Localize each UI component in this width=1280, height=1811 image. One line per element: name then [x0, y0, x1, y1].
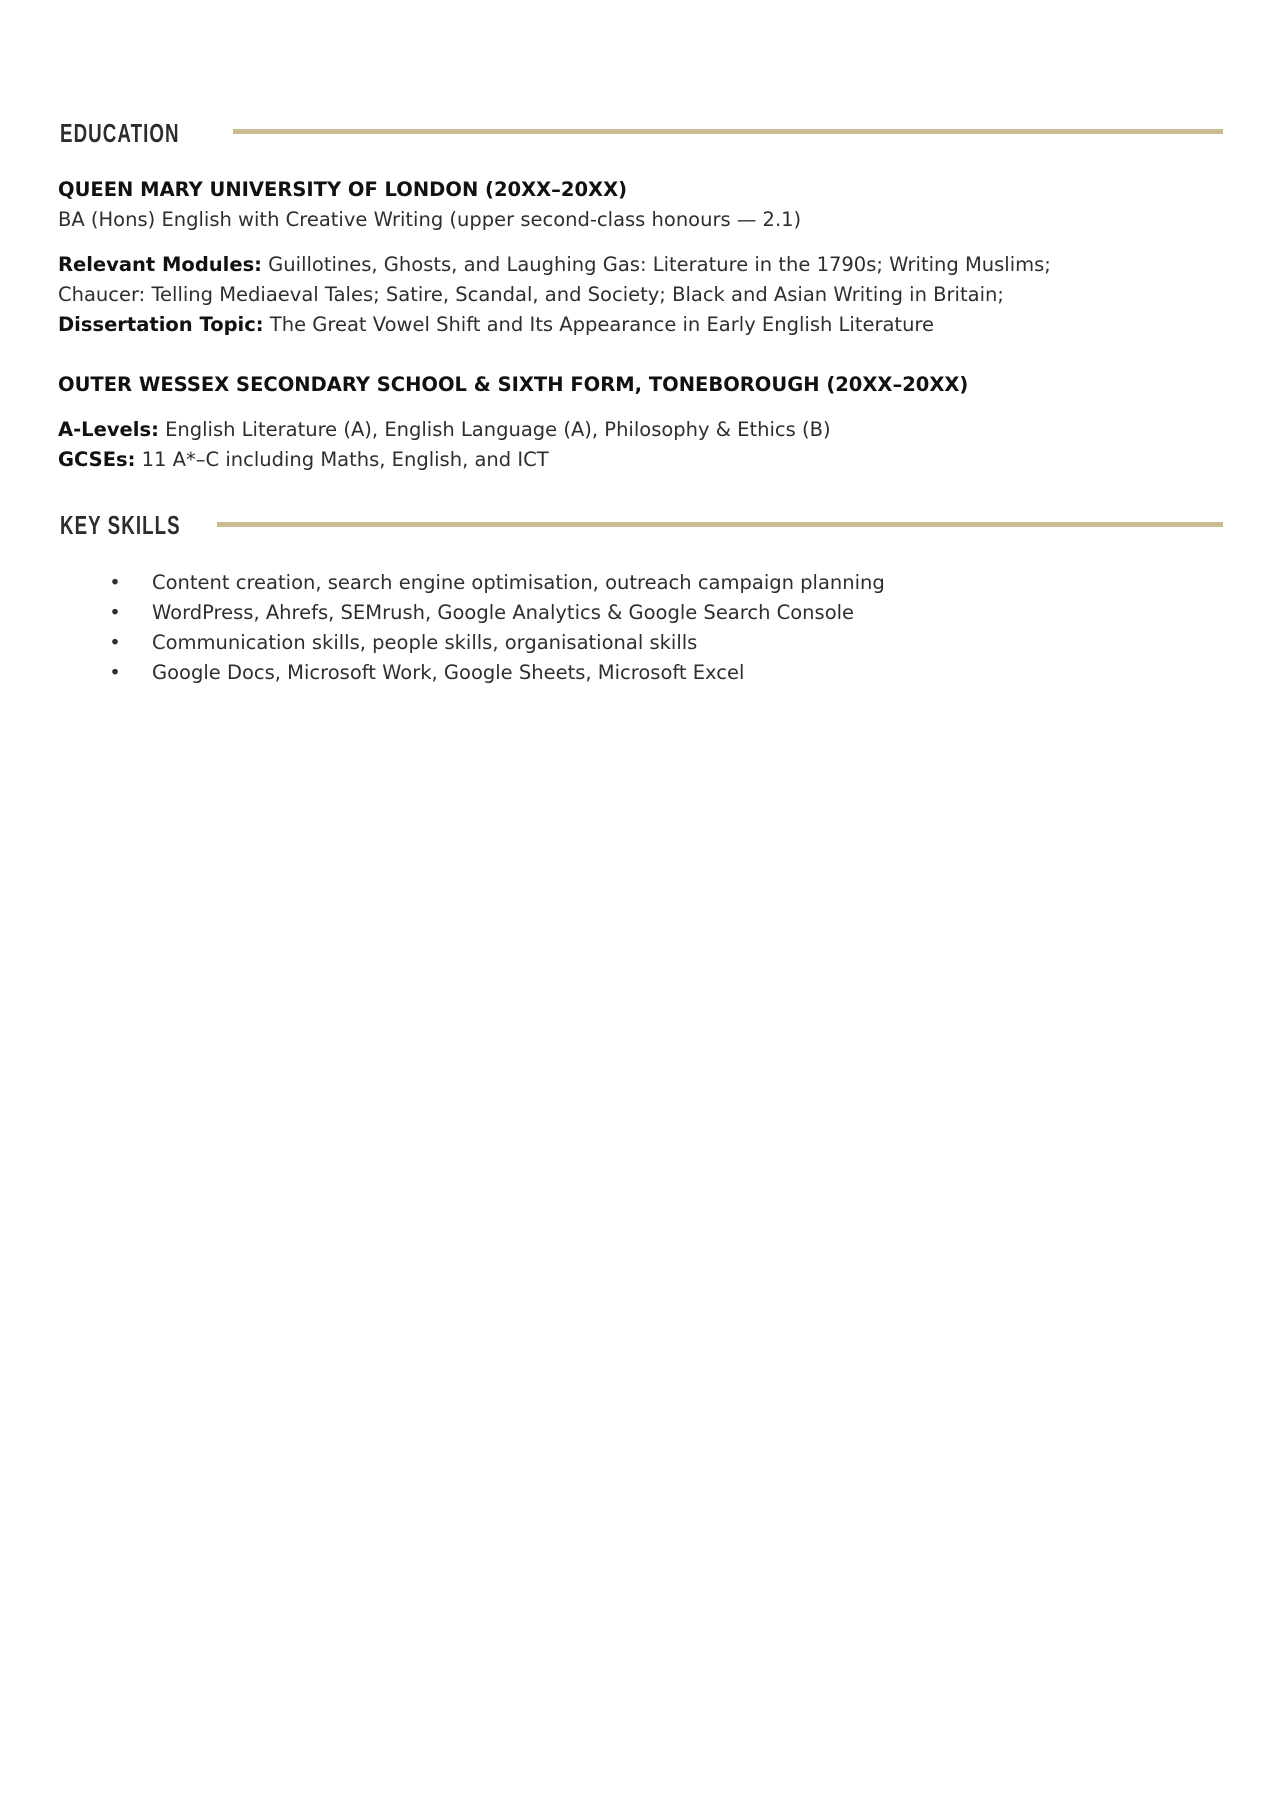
bullet-icon: • — [109, 661, 121, 684]
education-heading: EDUCATION — [60, 118, 180, 148]
alevels-value: English Literature (A), English Language (A), Philosophy & Ethics (B) — [158, 418, 831, 441]
skill-text: Google Docs, Microsoft Work, Google Sheets, Microsoft Excel — [152, 661, 745, 684]
relevant-modules-line-2: Chaucer: Telling Mediaeval Tales; Satire, Scandal, and Society; Black and Asian Writing in Britain; — [58, 283, 1004, 306]
university-degree: BA (Hons) English with Creative Writing (upper second-class honours — 2.1) — [58, 208, 802, 231]
bullet-icon: • — [109, 571, 121, 594]
gcses-value: 11 A*–C including Maths, English, and ICT — [135, 448, 549, 471]
gcses-line — [58, 445, 549, 475]
alevels-line — [58, 415, 831, 445]
relevant-modules-value: Guillotines, Ghosts, and Laughing Gas: Literature in the 1790s; Writing Muslims; — [261, 253, 1051, 276]
education-divider-rule — [233, 129, 1223, 134]
skill-text: Communication skills, people skills, organisational skills — [152, 631, 698, 654]
dissertation-value: The Great Vowel Shift and Its Appearance in Early English Literature — [263, 313, 935, 336]
dissertation-label: Dissertation Topic: — [58, 313, 264, 336]
key-skills-heading: KEY SKILLS — [60, 510, 181, 540]
relevant-modules-line-1 — [58, 250, 1051, 280]
education-section-header — [60, 118, 1223, 148]
school-title: OUTER WESSEX SECONDARY SCHOOL & SIXTH FORM, TONEBOROUGH (20XX–20XX) — [58, 373, 969, 396]
dissertation-line — [58, 310, 934, 340]
bullet-icon: • — [109, 631, 121, 654]
relevant-modules-label: Relevant Modules: — [58, 253, 262, 276]
bullet-icon: • — [109, 601, 121, 624]
gcses-label: GCSEs: — [58, 448, 136, 471]
key-skills-section-header — [60, 510, 1223, 540]
key-skills-divider-rule — [217, 522, 1223, 527]
alevels-label: A-Levels: — [58, 418, 159, 441]
skill-text: Content creation, search engine optimisation, outreach campaign planning — [152, 571, 885, 594]
university-title: QUEEN MARY UNIVERSITY OF LONDON (20XX–20XX) — [58, 178, 628, 201]
skill-text: WordPress, Ahrefs, SEMrush, Google Analytics & Google Search Console — [152, 601, 855, 624]
